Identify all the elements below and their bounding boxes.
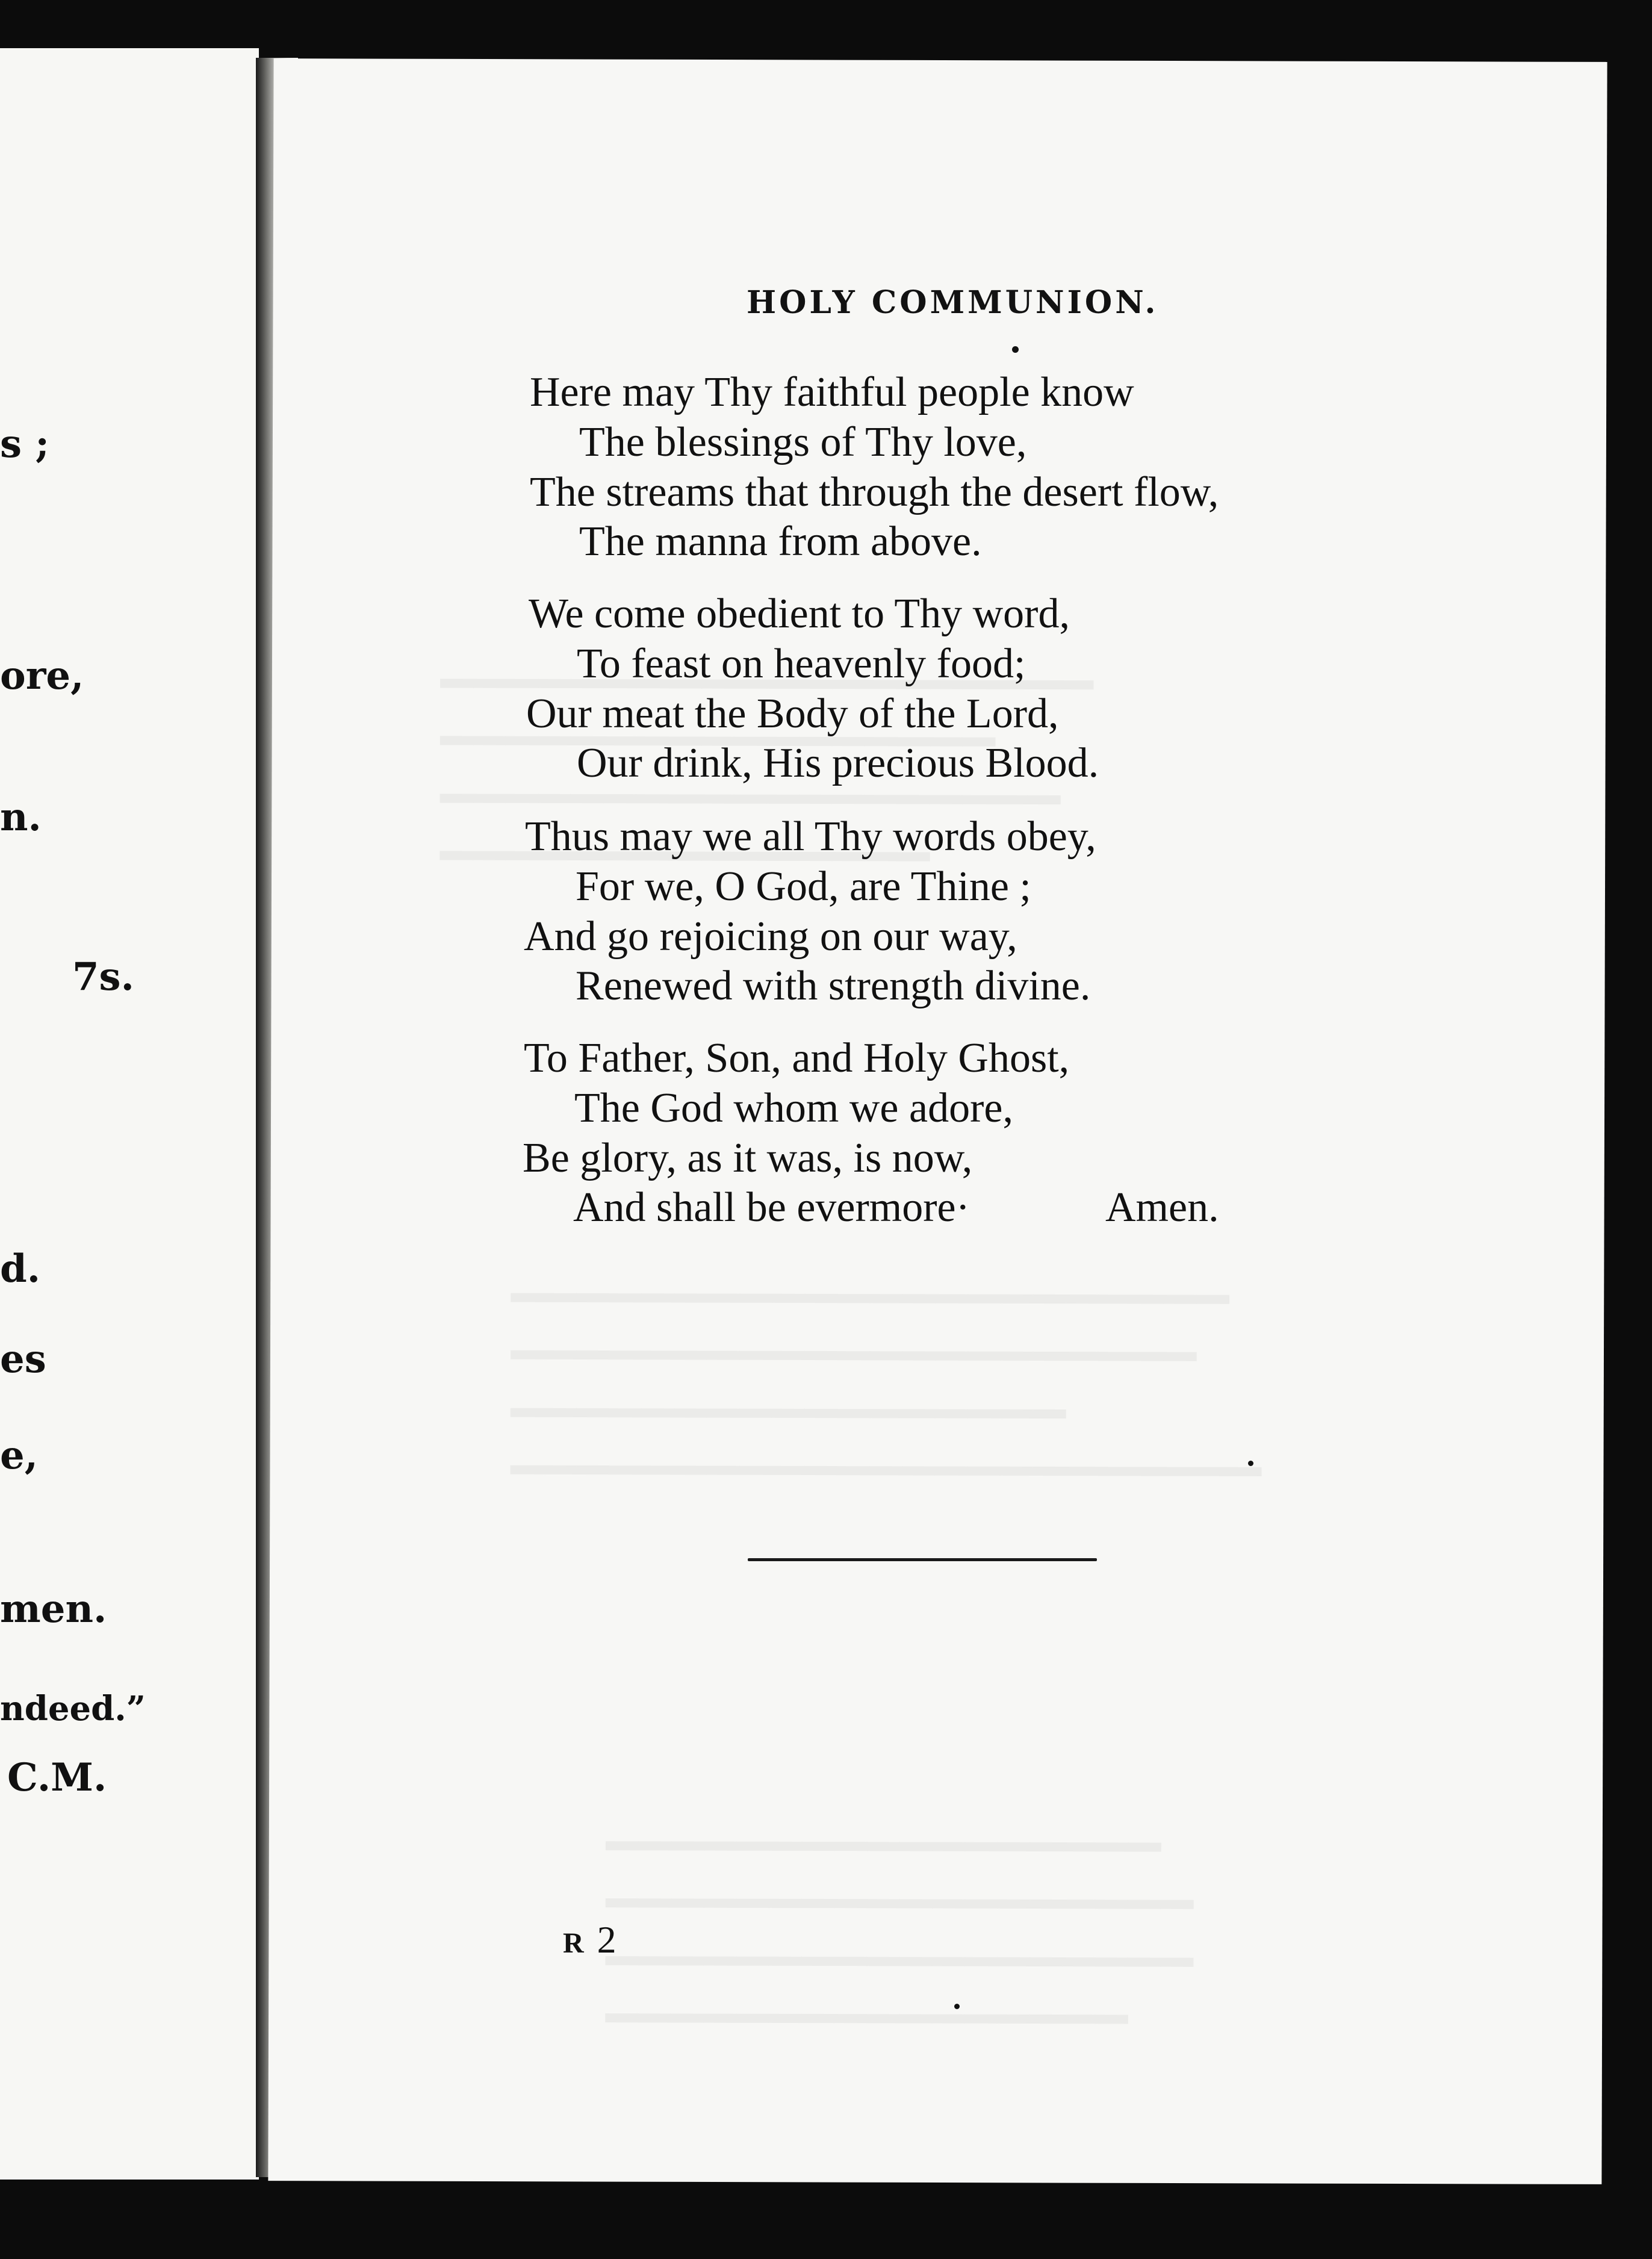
verse-line: The blessings of Thy love, bbox=[579, 419, 1027, 465]
left-fragment: n. bbox=[0, 795, 42, 840]
show-through-texture bbox=[511, 1269, 1261, 1501]
left-fragment: ore, bbox=[0, 653, 84, 698]
show-through-texture bbox=[606, 1818, 1193, 2049]
verse-line: To feast on heavenly food; bbox=[577, 641, 1026, 687]
verse-line: To Father, Son, and Holy Ghost, bbox=[524, 1035, 1070, 1081]
verse-line: The streams that through the desert flow, bbox=[530, 469, 1219, 515]
left-fragment: ndeed.” bbox=[0, 1689, 146, 1729]
verse-line: For we, O God, are Thine ; bbox=[576, 863, 1031, 910]
verse-line: Here may Thy faithful people know bbox=[530, 369, 1134, 415]
left-fragment: es bbox=[0, 1337, 46, 1382]
closing-rule bbox=[748, 1558, 1097, 1561]
verse-line: And go rejoicing on our way, bbox=[524, 913, 1017, 960]
speck-dot bbox=[1248, 1461, 1253, 1466]
left-fragment: e, bbox=[0, 1433, 38, 1478]
left-page bbox=[0, 48, 259, 2180]
speck-dot bbox=[954, 2004, 960, 2009]
left-fragment: s ; bbox=[0, 421, 49, 467]
left-fragment: C.M. bbox=[7, 1755, 107, 1800]
verse-line: We come obedient to Thy word, bbox=[529, 591, 1070, 637]
verse-line: Be glory, as it was, is now, bbox=[523, 1135, 973, 1181]
verse-line: Our drink, His precious Blood. bbox=[577, 740, 1099, 786]
signature-letter: R bbox=[563, 1927, 584, 1959]
signature-mark bbox=[563, 1918, 616, 1962]
verse-line: Renewed with strength divine. bbox=[576, 963, 1091, 1009]
amen: Amen. bbox=[1105, 1184, 1219, 1231]
ornament-dot bbox=[1012, 346, 1019, 353]
left-fragment: d. bbox=[0, 1246, 41, 1291]
verse-line: The manna from above. bbox=[579, 518, 982, 565]
left-fragment: 7s. bbox=[72, 954, 134, 999]
verse-line: And shall be evermore· bbox=[573, 1184, 970, 1231]
verse-line: Our meat the Body of the Lord, bbox=[526, 691, 1059, 737]
verse-line: Thus may we all Thy words obey, bbox=[525, 813, 1096, 860]
signature-number: 2 bbox=[597, 1918, 616, 1961]
verse-line: The God whom we adore, bbox=[574, 1085, 1013, 1131]
section-heading: HOLY COMMUNION. bbox=[747, 284, 1159, 321]
left-fragment: men. bbox=[0, 1586, 107, 1632]
